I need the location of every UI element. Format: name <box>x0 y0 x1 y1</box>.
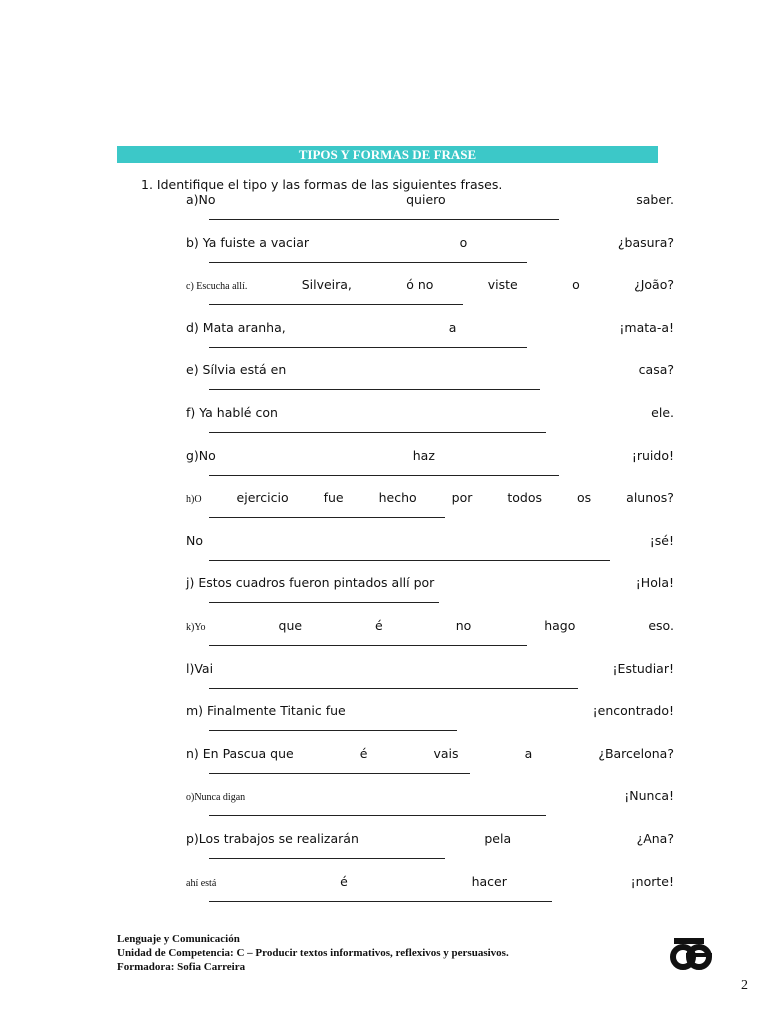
question-item <box>186 831 674 846</box>
answer-line[interactable] <box>209 560 610 561</box>
question-text <box>186 661 674 676</box>
question-word: ¡mata-a! <box>619 319 674 335</box>
answer-line[interactable] <box>209 645 527 646</box>
question-word: f) Ya hablé con <box>186 405 278 420</box>
answer-line[interactable] <box>209 304 463 305</box>
question-word: ¡ruido! <box>631 447 674 463</box>
question-text <box>186 277 674 292</box>
question-word: ¡Hola! <box>635 575 674 591</box>
question-word: pela <box>484 831 512 846</box>
footer-trainer: Formadora: Sofia Carreira <box>117 961 246 973</box>
question-word: viste <box>487 277 518 293</box>
answer-line[interactable] <box>209 475 559 476</box>
question-word: ¡Estudiar! <box>612 660 674 676</box>
question-text <box>186 831 674 846</box>
answer-line[interactable] <box>209 389 540 390</box>
answer-line[interactable] <box>209 432 546 433</box>
section-title-banner: TIPOS Y FORMAS DE FRASE <box>117 146 658 163</box>
question-word: a <box>524 745 533 761</box>
question-word: saber. <box>636 192 674 207</box>
question-item <box>186 320 674 335</box>
question-text <box>186 874 674 889</box>
question-word: a <box>448 319 457 335</box>
question-item <box>186 575 674 590</box>
question-word: os <box>577 490 592 506</box>
question-word: j) Estos cuadros fueron pintados allí por <box>186 575 435 591</box>
question-word: vais <box>433 745 459 761</box>
answer-line[interactable] <box>209 858 445 859</box>
answer-line[interactable] <box>209 219 559 220</box>
question-item <box>186 362 674 377</box>
question-text <box>186 362 674 377</box>
question-text <box>186 320 674 335</box>
question-text <box>186 192 674 207</box>
question-item <box>186 405 674 420</box>
question-word: No <box>186 532 203 548</box>
question-word: c) Escucha allí. <box>186 281 248 293</box>
question-text <box>186 618 674 633</box>
answer-line[interactable] <box>209 730 457 731</box>
question-word: todos <box>507 490 543 506</box>
question-word: l)Vai <box>186 660 214 676</box>
question-word: Silveira, <box>301 277 352 293</box>
footer-unit: Unidad de Competencia: C – Producir textos informativos, reflexivos y persuasivos. <box>117 947 509 959</box>
question-text <box>186 788 674 803</box>
question-word: ó no <box>406 277 434 293</box>
question-text <box>186 490 674 505</box>
question-word: é <box>359 745 368 761</box>
question-word: no <box>455 618 472 633</box>
question-word: ¡norte! <box>630 873 674 889</box>
answer-line[interactable] <box>209 347 527 348</box>
question-text <box>186 575 674 590</box>
question-word: ¡Nunca! <box>624 788 674 804</box>
question-word: hecho <box>378 490 417 506</box>
answer-line[interactable] <box>209 773 470 774</box>
question-word: eso. <box>648 618 674 633</box>
answer-line[interactable] <box>209 517 445 518</box>
question-word: é <box>340 873 348 889</box>
question-item <box>186 746 674 761</box>
question-word: hago <box>544 618 576 633</box>
footer <box>117 932 537 974</box>
question-word: ahí está <box>186 877 217 889</box>
question-item <box>186 490 674 505</box>
question-word: por <box>451 490 473 506</box>
answer-line[interactable] <box>209 262 527 263</box>
question-word: d) Mata aranha, <box>186 319 286 335</box>
question-word: a)No <box>186 192 216 207</box>
question-word: p)Los trabajos se realizarán <box>186 831 359 846</box>
question-word: h)O <box>186 494 202 506</box>
question-word: o <box>459 234 468 250</box>
question-word: ¡sé! <box>649 532 674 548</box>
question-item <box>186 533 674 548</box>
question-word: ¿Ana? <box>636 831 674 846</box>
question-item <box>186 448 674 463</box>
question-item <box>186 703 674 718</box>
page-number: 2 <box>741 978 748 993</box>
instruction-text: 1. Identifique el tipo y las formas de las siguientes frases. <box>141 177 503 192</box>
question-text <box>186 746 674 761</box>
question-word: casa? <box>638 362 674 378</box>
answer-line[interactable] <box>209 602 439 603</box>
question-word: e) Sílvia está en <box>186 362 287 378</box>
question-word: hacer <box>471 873 507 889</box>
question-item <box>186 788 674 803</box>
question-item <box>186 277 674 292</box>
question-word: n) En Pascua que <box>186 745 294 761</box>
question-word: ¿João? <box>634 277 674 293</box>
question-item <box>186 661 674 676</box>
question-item <box>186 235 674 250</box>
answer-line[interactable] <box>209 901 552 902</box>
question-word: ¿Barcelona? <box>598 745 674 761</box>
question-word: é <box>375 618 383 633</box>
question-word: o)Nunca digan <box>186 792 246 804</box>
institution-logo-icon <box>670 936 712 972</box>
question-text <box>186 533 674 548</box>
question-word: ejercicio <box>236 490 289 506</box>
question-word: alunos? <box>626 490 674 506</box>
question-word: ¿basura? <box>617 234 674 250</box>
question-word: haz <box>412 447 435 463</box>
question-word: ele. <box>651 405 674 420</box>
question-text <box>186 235 674 250</box>
answer-line[interactable] <box>209 688 578 689</box>
question-item <box>186 618 674 633</box>
question-item <box>186 192 674 207</box>
question-word: b) Ya fuiste a vaciar <box>186 234 310 250</box>
question-word: o <box>572 277 580 293</box>
question-word: g)No <box>186 447 216 463</box>
question-word: fue <box>323 490 344 506</box>
question-word: quiero <box>406 192 446 207</box>
question-word: m) Finalmente Titanic fue <box>186 703 346 719</box>
question-item <box>186 874 674 889</box>
question-text <box>186 405 674 420</box>
question-word: que <box>278 618 303 633</box>
question-word: k)Yo <box>186 622 206 633</box>
answer-line[interactable] <box>209 815 546 816</box>
question-text <box>186 448 674 463</box>
question-text <box>186 703 674 718</box>
question-word: ¡encontrado! <box>592 703 674 719</box>
footer-course: Lenguaje y Comunicación <box>117 933 240 945</box>
